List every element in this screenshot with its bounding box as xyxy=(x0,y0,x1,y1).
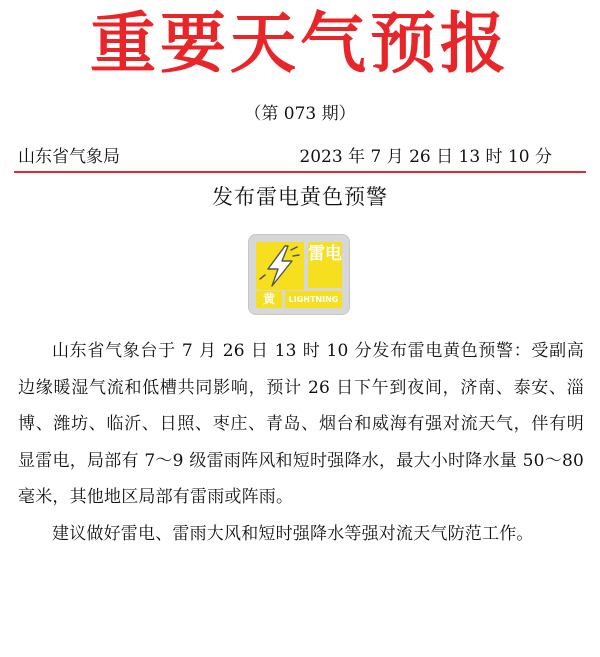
meta-row xyxy=(18,145,584,169)
lightning-bolt-icon xyxy=(256,242,304,290)
issue-number: （第 073 期） xyxy=(244,104,356,124)
masthead-title: 重要天气预报 xyxy=(90,5,510,82)
signal-type-label: 雷电 xyxy=(308,242,342,288)
lightning-flash-panel xyxy=(256,242,304,290)
lightning-warning-signal xyxy=(249,235,349,314)
issue-datetime: 2023 年 7 月 26 日 13 时 10 分 xyxy=(299,147,552,167)
body-paragraph: 山东省气象台于 7 月 26 日 13 时 10 分发布雷电黄色预警：受副高边缘暖湿气流和低槽共同影响，预计 26 日下午到夜间，济南、泰安、淄博、潍坊、临沂、日照、枣庄、青岛、烟台和威海有强对流天气，伴有明显雷电，局部有 7～9 级雷雨阵风和短时强降水，最大小时降水量 50～80 毫米，其他地区局部有雷雨或阵雨。 xyxy=(18,341,584,507)
body-paragraph: 建议做好雷电、雷雨大风和短时强降水等强对流天气防范工作。 xyxy=(52,523,534,544)
warning-headline: 发布雷电黄色预警 xyxy=(212,185,388,209)
signal-english-label: LIGHTNING xyxy=(285,291,342,308)
issuer: 山东省气象局 xyxy=(18,147,120,167)
warning-body xyxy=(18,333,584,552)
signal-color-label: 黄 xyxy=(256,291,282,308)
header-divider xyxy=(14,171,586,173)
